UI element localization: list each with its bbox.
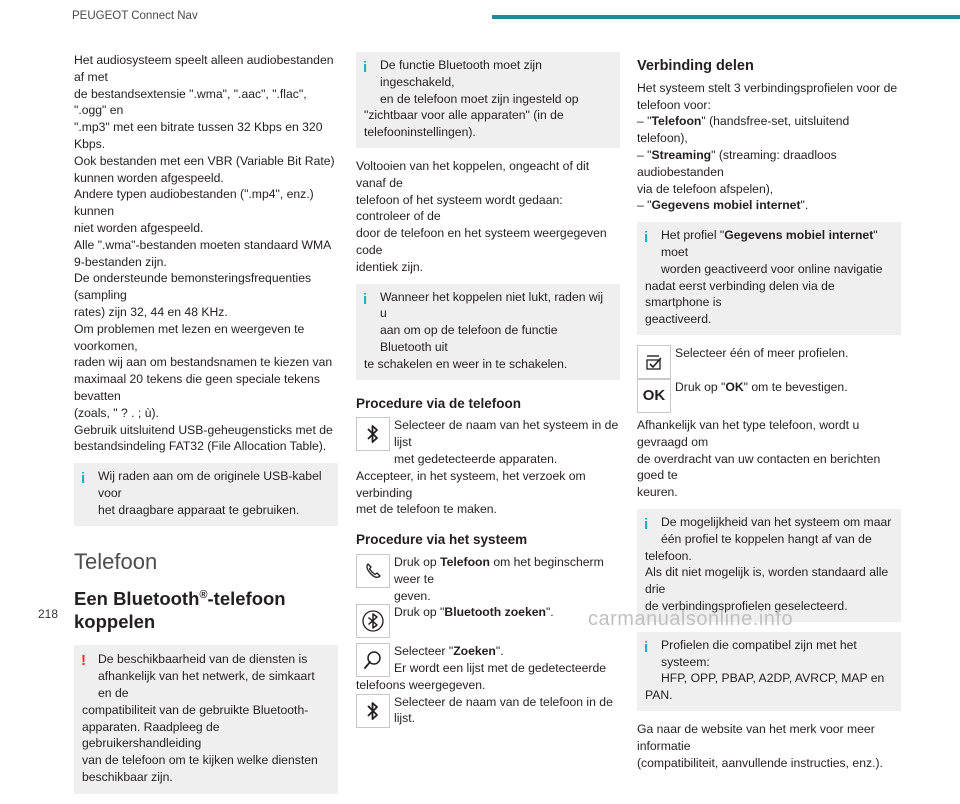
text-line: (compatibiliteit, aanvullende instructies, enz.). (637, 755, 883, 770)
info-icon: i (363, 59, 368, 76)
note-line: PAN. (645, 688, 673, 703)
registered-mark: ® (199, 589, 208, 602)
text-line: bestandsindeling FAT32 (File Allocation Table). (74, 439, 327, 454)
heading-procedure-system: Procedure via het systeem (356, 532, 528, 548)
watermark: carmanualsonline.info (588, 608, 794, 630)
text-run: Het profiel " (661, 228, 725, 243)
note-line: afhankelijk van het netwerk, de simkaart en de (98, 669, 315, 701)
text-line: kunnen worden afgespeeld. (74, 170, 224, 185)
text-line: De ondersteunde bemonsteringsfrequenties (sampling (74, 271, 312, 303)
subsection-title-part: Een Bluetooth (74, 588, 200, 610)
heading-connection-sharing: Verbinding delen (637, 58, 754, 74)
step-text: Selecteer de naam van het systeem in de lijst (394, 418, 619, 450)
text-line: keuren. (637, 485, 678, 500)
step-text (356, 604, 620, 621)
text-run: om het beginscherm weer te (394, 554, 604, 586)
info-note-single-profile (637, 509, 901, 622)
step-confirm-ok (637, 379, 901, 413)
info-note-mobile-data (637, 222, 901, 335)
text-line: identiek zijn. (356, 259, 424, 274)
step-text: Selecteer één of meer profielen. (675, 345, 849, 360)
bluetooth-search-icon (356, 604, 390, 638)
section-title: Telefoon (74, 548, 158, 574)
ok-icon: OK (637, 379, 671, 413)
text-bold: Streaming (651, 147, 712, 162)
bluetooth-icon (356, 417, 390, 451)
text-line: Het audiosysteem speelt alleen audiobestanden af met (74, 53, 334, 84)
text-line: raden wij aan om bestandsnamen te kiezen van (74, 355, 333, 370)
text-line: Gebruik uitsluitend USB-geheugensticks met de (74, 422, 333, 437)
column-left (74, 52, 338, 804)
subsection-title-part: koppelen (74, 611, 156, 633)
note-line: één profiel te koppelen hangt af van de (661, 531, 872, 546)
note-line: het draagbare apparaat te gebruiken. (98, 502, 300, 517)
text-line: Om problemen met lezen en weergeven te voorkomen, (74, 321, 305, 353)
text-line: de bestandsextensie ".wma", ".aac", ".flac", ".ogg" en (74, 86, 307, 118)
text-run: " om te bevestigen. (743, 379, 848, 394)
text-run: " (streaming: draadloos audiobestanden (637, 147, 837, 179)
info-note-usb-cable (74, 463, 338, 525)
text-bold: Telefoon (651, 114, 702, 129)
note-line: telefoon. (645, 548, 692, 563)
text-line: de overdracht van uw contacten en berichten goed te (637, 451, 881, 483)
intro-paragraph (637, 80, 901, 114)
text-line: telefoon voor: (637, 97, 711, 112)
audio-format-paragraph (74, 52, 338, 455)
info-note-bluetooth-visible (356, 52, 620, 148)
text-line: telefoon of het systeem wordt gedaan: controleer of de (356, 192, 563, 224)
note-line: geactiveerd. (645, 312, 712, 327)
info-note-pairing-failed (356, 284, 620, 380)
step-phone-select (356, 417, 620, 518)
note-line: HFP, OPP, PBAP, A2DP, AVRCP, MAP en (661, 671, 885, 686)
note-line (645, 227, 893, 261)
note-line: beschikbaar zijn. (82, 770, 173, 785)
text-run: Druk op " (675, 379, 726, 394)
header-accent-bar (492, 15, 960, 19)
text-run: – " (637, 114, 652, 129)
info-icon: i (81, 470, 86, 488)
text-run: ". (495, 644, 504, 659)
heading-procedure-phone: Procedure via de telefoon (356, 395, 522, 411)
step-text (356, 643, 620, 660)
text-line: niet worden afgespeeld. (74, 220, 204, 235)
step-text: Accepteer, in het systeem, het verzoek om verbinding (356, 468, 586, 500)
note-line: Wanneer het koppelen niet lukt, raden wij u (380, 289, 604, 321)
note-line: "zichtbaar voor alle apparaten" (in de (364, 108, 564, 123)
text-line: Het systeem stelt 3 verbindingsprofielen voor de (637, 80, 898, 95)
step-text (356, 554, 620, 588)
text-bold: Gegevens mobiel internet (724, 228, 874, 243)
text-bold: OK (725, 379, 744, 394)
step-text: telefoons weergegeven. (356, 677, 486, 692)
text-run: Druk op " (394, 605, 445, 620)
step-text: geven. (394, 588, 431, 603)
step-text: Er wordt een lijst met de gedetecteerde (394, 660, 607, 675)
phone-type-paragraph (637, 417, 901, 501)
note-line: De functie Bluetooth moet zijn ingeschakeld, (380, 58, 542, 89)
note-line: De beschikbaarheid van de diensten is (98, 652, 308, 667)
note-line: te schakelen en weer in te schakelen. (364, 356, 568, 371)
text-line: 9-bestanden zijn. (74, 254, 167, 269)
text-line: Andere typen audiobestanden (".mp4", enz.) kunnen (74, 187, 314, 219)
text-line: maximaal 20 tekens die geen speciale tekens bevatten (74, 372, 320, 403)
info-note-compatible-profiles (637, 632, 901, 711)
text-line: rates) zijn 32, 44 en 48 KHz. (74, 304, 228, 319)
note-line: telefooninstellingen). (364, 125, 476, 140)
text-line: ".mp3" met een bitrate tussen 32 Kbps en 320 Kbps. (74, 120, 323, 151)
text-run: – " (637, 147, 652, 162)
text-run: ". (800, 198, 809, 213)
closing-paragraph (637, 721, 901, 771)
column-middle (356, 52, 620, 728)
step-text: met de telefoon te maken. (356, 502, 497, 517)
text-line: (zoals, " ? . ; ù). (74, 405, 159, 420)
note-line: Wij raden aan om de originele USB-kabel voor (98, 469, 322, 500)
text-run: " moet (661, 228, 878, 259)
text-run: Druk op (394, 554, 441, 569)
note-line: apparaten. Raadpleeg de gebruikershandleiding (82, 719, 220, 751)
checkbox-list-icon (637, 345, 671, 379)
text-run: – " (637, 198, 652, 213)
text-line: Ga naar de website van het merk voor meer informatie (637, 721, 875, 753)
text-run: via de telefoon afspelen), (637, 181, 774, 196)
warning-icon: ! (81, 652, 86, 670)
text-bold: Zoeken (453, 644, 496, 659)
search-icon (356, 643, 390, 677)
step-select-profiles (637, 345, 901, 379)
column-right (637, 52, 901, 779)
phone-handset-icon (356, 554, 390, 588)
info-icon: i (363, 290, 368, 308)
warning-note-availability (74, 645, 338, 793)
bluetooth-icon (356, 694, 390, 728)
text-line: Voltooien van het koppelen, ongeacht of dit vanaf de (356, 158, 590, 190)
profile-list (637, 113, 901, 214)
step-system-select-phone (356, 694, 620, 728)
text-run: ". (545, 605, 554, 620)
profile-item (637, 147, 901, 181)
text-run: Selecteer " (394, 644, 454, 659)
text-line: Ook bestanden met een VBR (Variable Bit Rate) (74, 153, 335, 168)
note-line: Profielen die compatibel zijn met het systeem: (661, 637, 857, 669)
profile-item (637, 181, 901, 198)
note-line: de verbindingsprofielen geselecteerd. (645, 598, 848, 613)
text-line: Afhankelijk van het type telefoon, wordt u gevraagd om (637, 417, 860, 449)
note-line: compatibiliteit van de gebruikte Bluetooth- (82, 702, 309, 717)
step-system-bluetooth-search (356, 604, 620, 638)
note-line: van de telefoon om te kijken welke diensten (82, 753, 318, 768)
running-header: PEUGEOT Connect Nav (72, 10, 198, 22)
step-text: Selecteer de naam van de telefoon in de lijst. (394, 694, 613, 726)
step-system-zoeken (356, 643, 620, 693)
step-system-telefoon (356, 554, 620, 604)
pairing-code-paragraph (356, 158, 620, 276)
page-number: 218 (38, 607, 59, 621)
text-bold: Telefoon (440, 554, 490, 569)
info-icon: i (644, 638, 649, 656)
text-bold: Bluetooth zoeken (444, 605, 546, 620)
note-line: nadat eerst verbinding delen via de smartphone is (645, 278, 835, 310)
subsection-title-part: -telefoon (207, 588, 286, 610)
note-line: De mogelijkheid van het systeem om maar (661, 514, 892, 529)
note-line: worden geactiveerd voor online navigatie (661, 261, 883, 276)
profile-item (637, 113, 901, 147)
text-bold: Gegevens mobiel internet (651, 198, 801, 213)
note-line: en de telefoon moet zijn ingesteld op (380, 91, 579, 106)
text-line: Alle ".wma"-bestanden moeten standaard WMA (74, 237, 332, 252)
text-run: " (handsfree-set, uitsluitend telefoon), (637, 114, 850, 146)
step-text (637, 379, 901, 396)
profile-item (637, 197, 901, 214)
subsection-title (74, 584, 338, 633)
note-line: Als dit niet mogelijk is, worden standaard alle drie (645, 565, 889, 597)
step-text: met gedetecteerde apparaten. (394, 451, 558, 466)
info-icon: i (644, 515, 649, 533)
info-icon: i (644, 229, 649, 247)
note-line: aan om op de telefoon de functie Bluetooth uit (380, 323, 558, 354)
text-line: door de telefoon en het systeem weergegeven code (356, 226, 607, 257)
